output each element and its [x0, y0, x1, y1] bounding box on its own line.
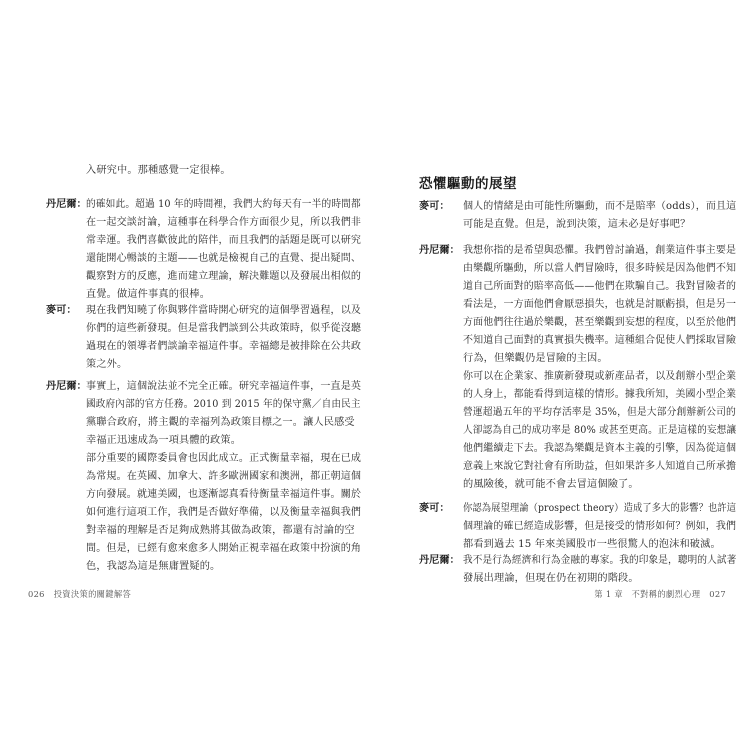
page-number: 026: [28, 589, 45, 599]
right-page: [375, 0, 750, 750]
text-line: 國政府內部的官方任務。2010 到 2015 年的保守黨／自由民主: [86, 399, 361, 410]
text-line: 的人身上，都能看得到這樣的情形。據我所知，美國小型企業: [463, 389, 737, 400]
text-line: 我不是行為經濟和行為金融的專家。我的印象是，聰明的人試著: [463, 555, 737, 566]
text-line: 你認為展望理論（prospect theory）造成了多大的影響？也許這: [463, 503, 737, 514]
speaker-label: 麥可：: [419, 200, 450, 212]
text-line: 的確如此。超過 10 年的時間裡，我們大約每天有一半的時間都: [86, 199, 361, 210]
text-line: 幸福正迅速成為一項具體的政策。: [86, 435, 242, 446]
text-line: 對幸福的理解是否足夠成熟將其做為政策，都還有討論的空: [86, 525, 355, 536]
speaker-label: 丹尼爾：: [419, 244, 460, 256]
text-line: 看法是，一方面他們會厭惡損失，也就是討厭虧損，但是另一: [463, 299, 737, 310]
text-line: 過現在的領導者們談論幸福這件事。幸福總是被排除在公共政: [86, 341, 362, 352]
text-line: 發展出理論，但現在仍在初期的階段。: [463, 573, 639, 584]
speaker-label: 丹尼爾：: [46, 380, 87, 392]
text-line: 色，我認為這是無庸置疑的。: [86, 561, 221, 572]
text-line: 你可以在企業家、推廣新發現或新產品者，以及創辦小型企業: [463, 371, 737, 382]
text-line: 間。但是，已經有愈來愈多人開始正視幸福在政策中扮演的角: [86, 543, 362, 554]
left-footer: [28, 589, 131, 599]
text-line: 個理論的確已經造成影響，但是接受的情形如何？例如，我們: [463, 521, 737, 532]
text-line: 你們的這些新發現。但是當我們談到公共政策時，似乎從沒聽: [86, 323, 362, 334]
text-line: 策之外。: [86, 359, 128, 370]
text-line: 事實上，這個說法並不完全正確。研究幸福這件事，一直是英: [86, 381, 362, 392]
text-line: 意義上來說它對社會有所助益，但如果許多人知道自己所承擔: [463, 461, 737, 472]
text-line: 觀察對方的反應，進而建立理論，解決難題以及發展出相似的: [86, 271, 362, 282]
speaker-label: 麥可：: [46, 304, 77, 316]
text-line: 方面他們往往過於樂觀，甚至樂觀到妄想的程度，以至於他們: [463, 317, 737, 328]
text-line: 由樂觀所驅動，所以當人們冒險時，很多時候是因為他們不知: [463, 263, 737, 274]
text-line: 我想你指的是希望與恐懼。我們曾討論過，創業這件事主要是: [463, 245, 737, 256]
text-line: 不知道自己面對的真實損失機率。這種組合促使人們採取冒險: [463, 335, 737, 346]
speaker-label: 麥可：: [419, 502, 450, 514]
speaker-label: 丹尼爾：: [46, 198, 87, 210]
book-title: 投資決策的關鍵解答: [53, 589, 132, 599]
text-line: 直覺。做這件事真的很棒。: [86, 289, 211, 300]
chapter-title: 第 1 章 不對稱的劇烈心理: [594, 589, 701, 599]
section-title: 恐懼驅動的展望: [419, 176, 517, 192]
text-line: 人卻認為自己的成功率是 80% 或甚至更高。正是這樣的妄想讓: [463, 425, 737, 436]
text-line: 營運超過五年的平均存活率是 35%，但是大部分創辦新公司的: [463, 407, 736, 418]
text-line: 現在我們知曉了你與夥伴當時開心研究的這個學習過程，以及: [86, 305, 362, 316]
text-line: 他們繼續走下去。我認為樂觀是資本主義的引擎，因為從這個: [463, 443, 737, 454]
text-line: 部分重要的國際委員會也因此成立。正式衡量幸福，現在已成: [86, 453, 362, 464]
text-line: 行為，但樂觀仍是冒險的主因。: [463, 353, 608, 364]
text-line: 常幸運。我們喜歡彼此的陪伴，而且我們的話題是既可以研究: [86, 235, 362, 246]
intro-line: 入研究中。那種感覺一定很棒。: [86, 165, 231, 176]
text-line: 還能開心暢談的主題——也就是檢視自己的直覺、提出疑問、: [86, 253, 362, 264]
text-line: 個人的情緒是由可能性所驅動，而不是賠率（odds），而且這: [463, 201, 737, 212]
text-line: 都看到過去 15 年來美國股市一些很驚人的泡沫和破滅。: [463, 539, 721, 550]
text-line: 黨聯合政府，將主觀的幸福列為政策目標之一。讓人民感受: [86, 417, 355, 428]
right-footer: [594, 589, 726, 599]
page-number: 027: [709, 589, 726, 599]
text-line: 道自己所面對的賠率高低——他們在欺騙自己。我對冒險者的: [463, 281, 737, 292]
text-line: 方向發展。就連美國，也逐漸認真看待衡量幸福這件事。關於: [86, 489, 362, 500]
speaker-label: 丹尼爾：: [419, 554, 460, 566]
text-line: 為常規。在英國、加拿大、許多歐洲國家和澳洲，都正朝這個: [86, 471, 362, 482]
text-line: 的風險後，就可能不會去冒這個險了。: [463, 479, 639, 490]
text-line: 在一起交談討論，這種事在科學合作方面很少見，所以我們非: [86, 217, 362, 228]
text-line: 如何進行這項工作，我們是否做好準備，以及衡量幸福與我們: [86, 507, 362, 518]
text-line: 可能是直覺。但是，說到決策，這未必是好事吧？: [463, 219, 691, 230]
